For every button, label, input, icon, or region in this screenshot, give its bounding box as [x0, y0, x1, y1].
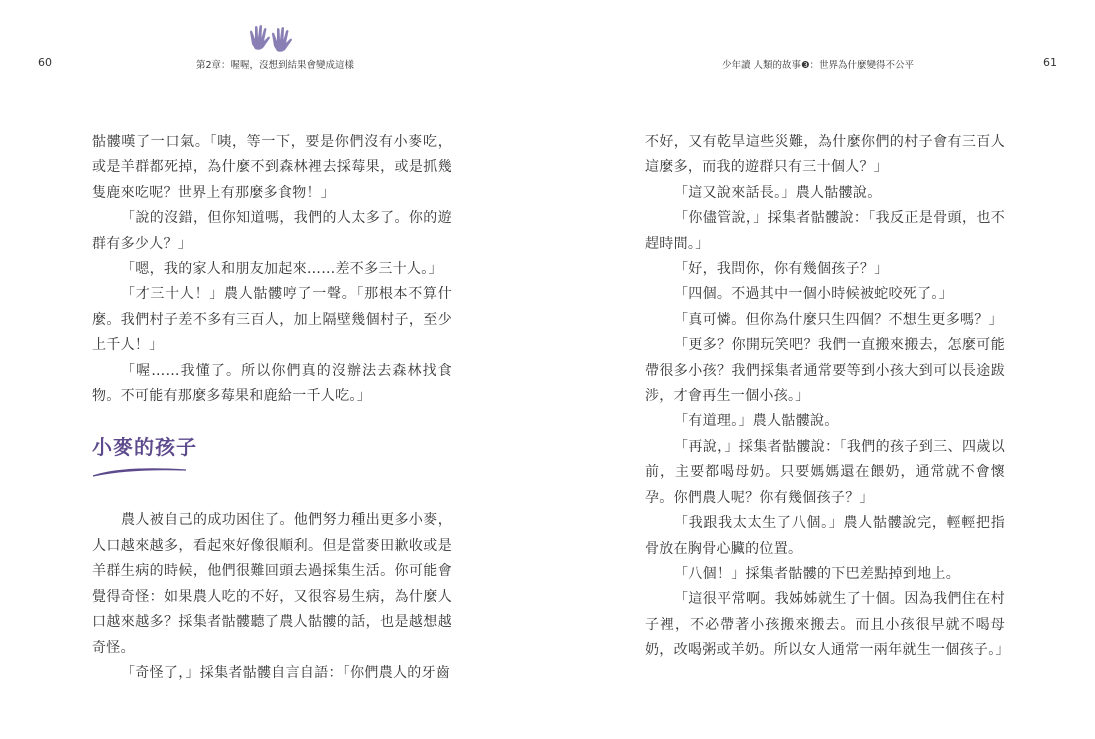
paragraph: 「更多？你開玩笑吧？我們一直搬來搬去，怎麼可能帶很多小孩？我們採集者通常要等到小孩大到可以長途跋涉，才會再生一個小孩。」 [645, 337, 1005, 405]
title-underline-swoosh [92, 464, 188, 478]
paragraph: 農人被自己的成功困住了。他們努力種出更多小麥，人口越來越多，看起來好像很順利。但是當麥田歉收或是羊群生病的時候，他們很難回頭去過採集生活。你可能會覺得奇怪：如果農人吃的不好，又很容易生病，為什麼人口越來越多？採集者骷髏聽了農人骷髏的話，也是越想越奇怪。 [92, 512, 452, 656]
section-title: 小麥的孩子 [92, 435, 197, 460]
paragraph: 「嗯，我的家人和朋友加起來……差不多三十人。」 [121, 261, 443, 278]
paragraph: 不好，又有乾旱這些災難，為什麼你們的村子會有三百人這麼多，而我的遊群只有三十個人？」 [645, 134, 1005, 176]
hands-icon [248, 24, 296, 52]
left-paragraphs-after [92, 508, 452, 686]
paragraph: 「才三十人！」農人骷髏哼了一聲。「那根本不算什麼。我們村子差不多有三百人，加上隔壁幾個村子，至少上千人！」 [92, 286, 452, 354]
paragraph: 骷髏嘆了一口氣。「咦，等一下，要是你們沒有小麥吃，或是羊群都死掉，為什麼不到森林裡去採莓果，或是抓幾隻鹿來吃呢？世界上有那麼多食物！」 [92, 134, 452, 201]
paragraph: 「再說，」採集者骷髏說：「我們的孩子到三、四歲以前，主要都喝母奶。只要媽媽還在餵奶，通常就不會懷孕。你們農人呢？你有幾個孩子？」 [645, 438, 1005, 506]
paragraph: 「這又說來話長。」農人骷髏說。 [674, 184, 882, 201]
paragraph: 「八個！」採集者骷髏的下巴差點掉到地上。 [674, 565, 960, 582]
section-heading [92, 431, 452, 478]
paragraph: 「奇怪了，」採集者骷髏自言自語：「你們農人的牙齒 [121, 664, 451, 681]
paragraph: 「我跟我太太生了八個。」農人骷髏說完，輕輕把指骨放在胸骨心臟的位置。 [645, 515, 1005, 557]
left-page-body [92, 130, 452, 686]
right-page-number: 61 [1043, 56, 1057, 69]
paragraph: 「你儘管說，」採集者骷髏說：「我反正是骨頭，也不趕時間。」 [645, 210, 1005, 252]
paragraph: 「有道理。」農人骷髏說。 [674, 413, 839, 430]
paragraph: 「喔……我懂了。所以你們真的沒辦法去森林找食物。不可能有那麼多莓果和鹿給一千人吃。」 [92, 362, 452, 405]
paragraph: 「這很平常啊。我姊姊就生了十個。因為我們住在村子裡，不必帶著小孩搬來搬去。而且小孩很早就不喝母奶，改喝粥或羊奶。所以女人通常一兩年就生一個孩子。」 [645, 591, 1010, 659]
left-paragraphs-before [92, 130, 452, 409]
right-page-body [645, 130, 1010, 664]
right-running-head: 少年讀 人類的故事❸：世界為什麼變得不公平 [722, 60, 915, 71]
left-running-head: 第2章：喔喔，沒想到結果會變成這樣 [196, 60, 355, 71]
left-page-number: 60 [38, 56, 52, 69]
paragraph: 「真可憐。但你為什麼只生四個？不想生更多嗎？」 [674, 311, 1003, 328]
paragraph: 「好，我問你，你有幾個孩子？」 [674, 261, 889, 278]
paragraph: 「說的沒錯，但你知道嗎，我們的人太多了。你的遊群有多少人？」 [92, 210, 452, 252]
paragraph: 「四個。不過其中一個小時候被蛇咬死了。」 [674, 286, 953, 303]
